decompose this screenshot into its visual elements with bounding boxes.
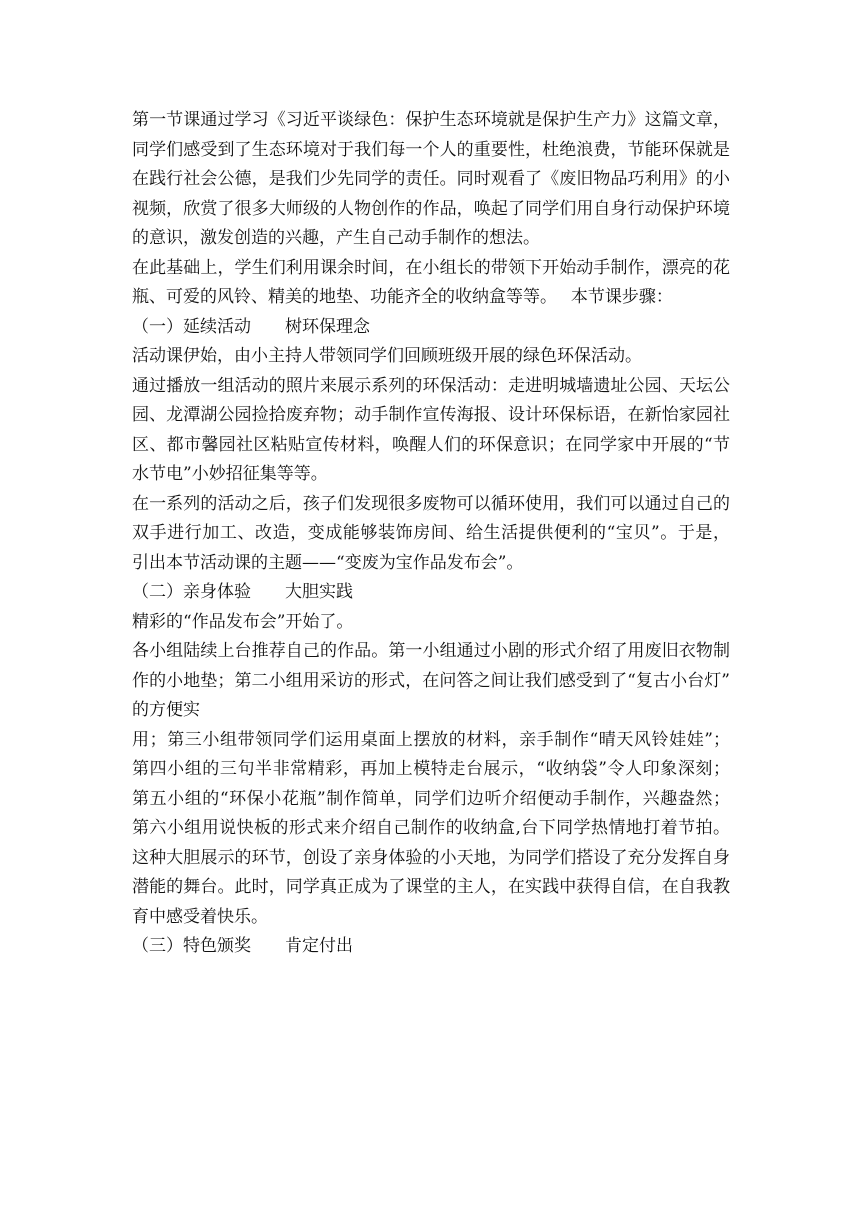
text-line: 活动课伊始，由小主持人带领同学们回顾班级开展的绿色环保活动。 xyxy=(132,346,642,366)
text-line: 引出本节活动课的主题——“变废为宝作品发布会”。 xyxy=(132,552,524,573)
text-line: 第四小组的三句半非常精彩，再加上模特走台展示，“收纳袋”令人印象深刻； xyxy=(132,759,730,779)
text-line: 在此基础上，学生们利用课余时间，在小组长的带领下开始动手制作，漂亮的花 xyxy=(132,257,730,278)
text-line: （三）特色颁奖 肯定付出 xyxy=(132,936,353,956)
text-line: 水节电”小妙招征集等等。 xyxy=(132,464,328,484)
text-line: 区、都市馨园社区粘贴宣传材料，唤醒人们的环保意识；在同学家中开展的“节 xyxy=(132,434,730,455)
document-body xyxy=(132,106,730,962)
text-line: 第六小组用说快板的形式来介绍自己制作的收纳盒,台下同学热情地打着节拍。 xyxy=(132,818,730,838)
text-line: 第五小组的“环保小花瓶”制作简单，同学们边听介绍便动手制作，兴趣盎然； xyxy=(132,788,730,809)
text-line: 视频，欣赏了很多大师级的人物创作的作品，唤起了同学们用自身行动保护环境 xyxy=(132,198,730,219)
text-line: 通过播放一组活动的照片来展示系列的环保活动：走进明城墙遗址公园、天坛公 xyxy=(132,375,730,396)
text-line: 第一节课通过学习《习近平谈绿色：保护生态环境就是保护生产力》这篇文章， xyxy=(132,110,730,130)
text-line: 用；第三小组带领同学们运用桌面上摆放的材料，亲手制作“晴天风铃娃娃”； xyxy=(132,729,730,750)
text-line: 瓶、可爱的风铃、精美的地垫、功能齐全的收纳盒等等。 本节课步骤： xyxy=(132,287,673,307)
text-line: 这种大胆展示的环节，创设了亲身体验的小天地，为同学们搭设了充分发挥自身 xyxy=(132,847,730,868)
text-line: 在一系列的活动之后，孩子们发现很多废物可以循环使用，我们可以通过自己的 xyxy=(132,493,730,514)
text-line: 各小组陆续上台推荐自己的作品。第一小组通过小剧的形式介绍了用废旧衣物制 xyxy=(132,641,730,661)
text-line: 园、龙潭湖公园捡拾废弃物；动手制作宣传海报、设计环保标语，在新怡家园社 xyxy=(132,405,730,425)
text-line: 育中感受着快乐。 xyxy=(132,906,268,927)
text-line: （二）亲身体验 大胆实践 xyxy=(132,582,353,602)
text-line: 双手进行加工、改造，变成能够装饰房间、给生活提供便利的“宝贝”。于是， xyxy=(132,523,730,543)
text-line: 的方便实 xyxy=(132,700,200,720)
text-line: 精彩的“作品发布会”开始了。 xyxy=(132,611,354,632)
text-line: 潜能的舞台。此时，同学真正成为了课堂的主人，在实践中获得自信，在自我教 xyxy=(132,877,730,897)
text-line: 在践行社会公德，是我们少先同学的责任。同时观看了《废旧物品巧利用》的小 xyxy=(132,169,730,189)
text-line: （一）延续活动 树环保理念 xyxy=(132,316,370,337)
text-line: 的意识，激发创造的兴趣，产生自己动手制作的想法。 xyxy=(132,228,540,248)
text-line: 同学们感受到了生态环境对于我们每一个人的重要性，杜绝浪费，节能环保就是 xyxy=(132,139,730,160)
text-line: 作的小地垫；第二小组用采访的形式，在问答之间让我们感受到了“复古小台灯” xyxy=(132,670,730,691)
